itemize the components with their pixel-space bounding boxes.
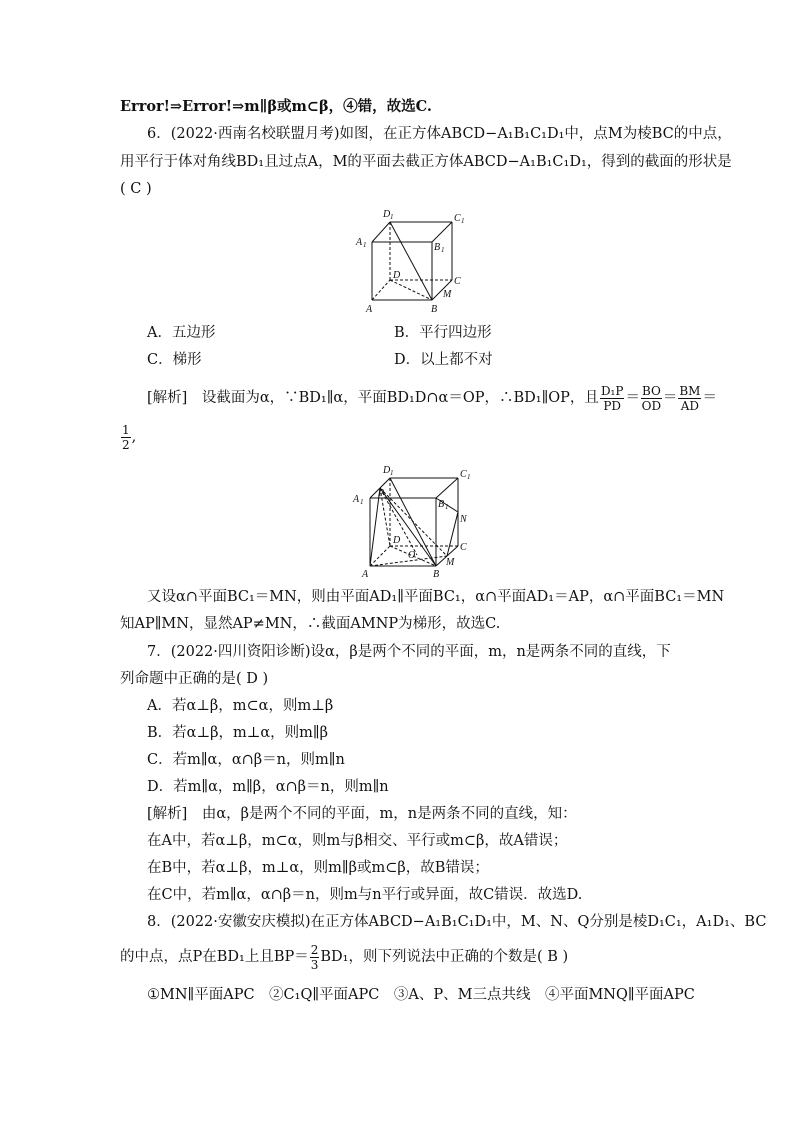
label-c1-sub: 1 — [461, 217, 465, 225]
fraction-bo-od: $\frac{BO}{OD}$ — [641, 383, 662, 413]
q6-analysis-3: 知AP∥MN，显然AP≠MN，∴截面AMNP为梯形，故选C. — [120, 616, 501, 632]
label-m: M — [443, 289, 452, 300]
line-pa — [370, 488, 380, 566]
q7-option-b: B．若α⊥β，m⊥α，则m∥β — [147, 725, 328, 741]
q8-statements: ①MN∥平面APC ②C₁Q∥平面APC ③A、P、M三点共线 ④平面MNQ∥平面APC — [147, 987, 695, 1003]
label-d: D — [393, 270, 401, 281]
label-c: C — [454, 276, 461, 287]
q7-option-a: A．若α⊥β，m⊂α，则m⊥β — [147, 698, 334, 714]
svg-text:B: B — [433, 569, 440, 578]
q7-line-1: 7．(2022·四川资阳诊断)设α，β是两个不同的平面，m，n是两条不同的直线，下 — [147, 644, 671, 660]
svg-text:1: 1 — [445, 503, 449, 511]
fraction-two-thirds: $\frac{2}{3}$ — [310, 942, 319, 972]
label-b1-sub: 1 — [441, 246, 445, 254]
q6-line-1: 6．(2022·西南名校联盟月考)如图，在正方体ABCD−A₁B₁C₁D₁中，点M为棱BC的中点， — [147, 126, 732, 142]
edge-ad — [372, 280, 390, 300]
cube-figure-2 — [350, 462, 480, 578]
label-d1: D — [383, 209, 391, 220]
q6-analysis-text: [解析] 设截面为α，∵BD₁∥α，平面BD₁D∩α＝OP，∴BD₁∥OP，且 — [147, 390, 599, 406]
q6-option-b: B．平行四边形 — [394, 325, 492, 341]
svg-text:P: P — [378, 488, 385, 499]
svg-text:A: A — [353, 494, 360, 505]
q7-analysis-1: [解析] 由α，β是两个不同的平面，m，n是两条不同的直线，知： — [147, 806, 577, 822]
q8-line-2-pre: 的中点，点P在BD₁上且BP＝ — [120, 949, 309, 965]
q7-option-d: D．若m∥α，m∥β，α∩β＝n，则m∥n — [147, 779, 389, 795]
diag-db — [390, 280, 432, 300]
q8-line-2-post: BD₁，则下列说法中正确的个数是( B ) — [320, 949, 569, 965]
q7-analysis-4: 在C中，若m∥α，α∩β＝n，则m与n平行或异面，故C错误．故选D. — [147, 887, 583, 903]
svg-text:1: 1 — [467, 473, 471, 481]
label-a1-sub: 1 — [363, 241, 367, 249]
q6-analysis-2: 又设α∩平面BC₁＝MN，则由平面AD₁∥平面BC₁，α∩平面AD₁＝AP，α∩平面BC₁＝MN — [147, 589, 725, 605]
svg-text:D: D — [383, 465, 391, 476]
error-line: Error!⇒Error!⇒m∥β或m⊂β，④错，故选C. — [120, 98, 432, 115]
edge-b1c1 — [432, 222, 452, 242]
svg-text:1: 1 — [360, 498, 364, 506]
svg-text:D: D — [393, 535, 401, 546]
svg-text:M: M — [446, 557, 455, 568]
q6-answer: ( C ) — [120, 181, 152, 197]
equals-sign: ＝ — [625, 390, 640, 406]
svg-text:1: 1 — [390, 469, 394, 477]
q6-analysis-1 — [147, 383, 717, 413]
q7-line-2: 列命题中正确的是( D ) — [120, 671, 269, 687]
q7-option-c: C．若m∥α，α∩β＝n，则m∥n — [147, 752, 345, 768]
label-b: B — [431, 304, 438, 315]
label-c1: C — [454, 213, 461, 224]
svg-text:B: B — [438, 499, 445, 510]
q6-option-d: D．以上都不对 — [394, 352, 493, 368]
label-d1-sub: 1 — [390, 213, 394, 221]
svg-text:A: A — [362, 569, 369, 578]
svg-text:N: N — [460, 514, 467, 525]
q8-line-2 — [120, 942, 680, 972]
q8-line-1: 8．(2022·安徽安庆模拟)在正方体ABCD−A₁B₁C₁D₁中，M、N、Q分别是棱D₁C₁，A₁D₁、BC — [147, 914, 767, 930]
line-mn — [447, 512, 458, 556]
equals-sign: ＝ — [702, 390, 717, 406]
q6-option-a: A．五边形 — [147, 325, 216, 341]
q6-analysis-half: $\frac{1}{2}$ , — [122, 422, 137, 452]
equals-sign: ＝ — [662, 390, 678, 406]
q6-line-2: 用平行于体对角线BD₁且过点A，M的平面去截正方体ABCD−A₁B₁C₁D₁，得到的截面的形状是 — [120, 154, 732, 170]
fraction-bm-ad: $\frac{BM}{AD}$ — [679, 383, 701, 413]
fraction-d1p-pd: $\frac{\text{D₁P}}{PD}$ — [600, 383, 624, 413]
svg-text:C: C — [460, 469, 467, 480]
label-b1: B — [434, 242, 441, 253]
q7-analysis-3: 在B中，若α⊥β，m⊥α，则m∥β或m⊂β，故B错误； — [147, 860, 489, 876]
q7-analysis-2: 在A中，若α⊥β，m⊂α，则m与β相交、平行或m⊂β，故A错误； — [147, 833, 568, 849]
label-a: A — [366, 304, 373, 315]
fraction-one-half: $\frac{1}{2}$ — [122, 422, 130, 452]
cube-figure-1 — [350, 204, 480, 316]
svg-text:C: C — [460, 542, 467, 553]
svg-text:O: O — [408, 550, 416, 561]
q6-option-c: C．梯形 — [147, 352, 202, 368]
label-a1: A — [356, 237, 363, 248]
diag-d1b — [390, 222, 432, 300]
edge-a1d1 — [372, 222, 390, 242]
